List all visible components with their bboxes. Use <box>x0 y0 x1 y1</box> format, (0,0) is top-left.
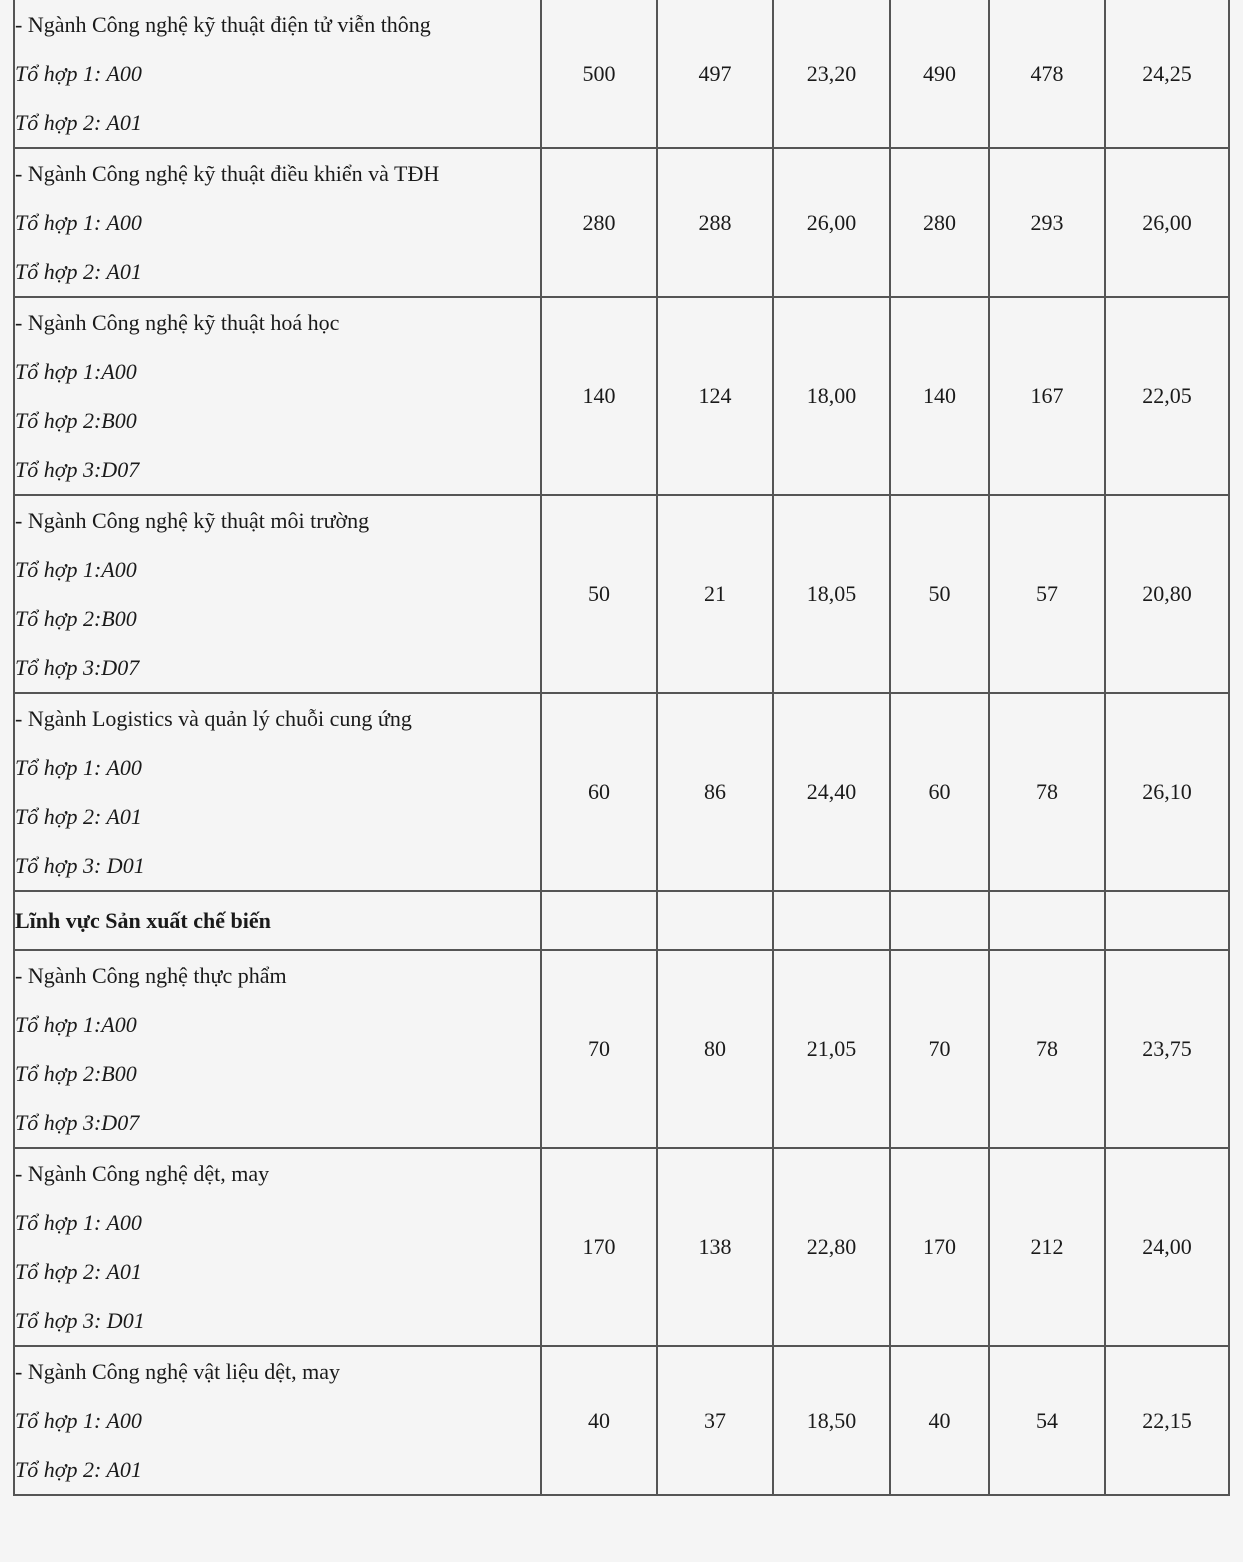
value-cell: 24,25 <box>1105 0 1229 148</box>
value-cell: 280 <box>890 148 989 297</box>
table-body <box>14 0 1229 1495</box>
table-row <box>14 950 1229 1148</box>
value-cell: 40 <box>890 1346 989 1495</box>
value-cell: 78 <box>989 950 1105 1148</box>
subject-combination: Tổ hợp 1:A00 <box>15 359 137 384</box>
section-title: Lĩnh vực Sản xuất chế biến <box>15 907 271 933</box>
major-title: - Ngành Công nghệ dệt, may <box>15 1161 270 1186</box>
empty-cell <box>657 891 773 950</box>
major-title: - Ngành Công nghệ kỹ thuật điều khiển và TĐH <box>15 161 440 186</box>
value-cell: 23,20 <box>773 0 890 148</box>
value-cell: 18,00 <box>773 297 890 495</box>
subject-combination: Tổ hợp 2: A01 <box>15 259 142 284</box>
value-cell: 167 <box>989 297 1105 495</box>
value-cell: 70 <box>541 950 657 1148</box>
value-cell: 18,50 <box>773 1346 890 1495</box>
value-cell: 60 <box>541 693 657 891</box>
major-cell <box>14 495 541 693</box>
table-row <box>14 495 1229 693</box>
subject-combination: Tổ hợp 1:A00 <box>15 557 137 582</box>
table-row <box>14 1148 1229 1346</box>
value-cell: 22,80 <box>773 1148 890 1346</box>
empty-cell <box>989 891 1105 950</box>
value-cell: 280 <box>541 148 657 297</box>
value-cell: 212 <box>989 1148 1105 1346</box>
value-cell: 124 <box>657 297 773 495</box>
subject-combination: Tổ hợp 2: A01 <box>15 1457 142 1482</box>
subject-combination: Tổ hợp 1:A00 <box>15 1012 137 1037</box>
subject-combination: Tổ hợp 3: D01 <box>15 1308 145 1333</box>
table-row <box>14 148 1229 297</box>
subject-combination: Tổ hợp 2:B00 <box>15 1061 137 1086</box>
subject-combination: Tổ hợp 1: A00 <box>15 755 142 780</box>
subject-combination: Tổ hợp 1: A00 <box>15 61 142 86</box>
major-title: - Ngành Công nghệ thực phẩm <box>15 963 287 988</box>
subject-combination: Tổ hợp 2:B00 <box>15 606 137 631</box>
value-cell: 140 <box>541 297 657 495</box>
subject-combination: Tổ hợp 1: A00 <box>15 210 142 235</box>
value-cell: 78 <box>989 693 1105 891</box>
subject-combination: Tổ hợp 2: A01 <box>15 110 142 135</box>
value-cell: 21 <box>657 495 773 693</box>
empty-cell <box>890 891 989 950</box>
major-title: - Ngành Công nghệ vật liệu dệt, may <box>15 1359 341 1384</box>
major-title: - Ngành Công nghệ kỹ thuật môi trường <box>15 508 370 533</box>
value-cell: 60 <box>890 693 989 891</box>
major-title: - Ngành Công nghệ kỹ thuật hoá học <box>15 310 340 335</box>
value-cell: 24,40 <box>773 693 890 891</box>
subject-combination: Tổ hợp 3:D07 <box>15 1110 140 1135</box>
value-cell: 500 <box>541 0 657 148</box>
major-title: - Ngành Công nghệ kỹ thuật điện tử viễn thông <box>15 12 431 37</box>
value-cell: 57 <box>989 495 1105 693</box>
value-cell: 26,00 <box>1105 148 1229 297</box>
value-cell: 170 <box>890 1148 989 1346</box>
empty-cell <box>1105 891 1229 950</box>
major-cell <box>14 950 541 1148</box>
value-cell: 50 <box>541 495 657 693</box>
subject-combination: Tổ hợp 2: A01 <box>15 804 142 829</box>
major-cell <box>14 1148 541 1346</box>
subject-combination: Tổ hợp 3: D01 <box>15 853 145 878</box>
value-cell: 478 <box>989 0 1105 148</box>
value-cell: 293 <box>989 148 1105 297</box>
major-title: - Ngành Logistics và quản lý chuỗi cung ứng <box>15 706 412 731</box>
value-cell: 21,05 <box>773 950 890 1148</box>
table-row <box>14 693 1229 891</box>
value-cell: 288 <box>657 148 773 297</box>
major-cell <box>14 693 541 891</box>
value-cell: 26,00 <box>773 148 890 297</box>
table-row <box>14 1346 1229 1495</box>
value-cell: 37 <box>657 1346 773 1495</box>
empty-cell <box>773 891 890 950</box>
value-cell: 24,00 <box>1105 1148 1229 1346</box>
value-cell: 140 <box>890 297 989 495</box>
value-cell: 70 <box>890 950 989 1148</box>
value-cell: 23,75 <box>1105 950 1229 1148</box>
value-cell: 26,10 <box>1105 693 1229 891</box>
admission-table <box>13 0 1230 1496</box>
value-cell: 20,80 <box>1105 495 1229 693</box>
subject-combination: Tổ hợp 1: A00 <box>15 1210 142 1235</box>
section-row <box>14 891 1229 950</box>
value-cell: 50 <box>890 495 989 693</box>
value-cell: 490 <box>890 0 989 148</box>
subject-combination: Tổ hợp 3:D07 <box>15 655 140 680</box>
value-cell: 80 <box>657 950 773 1148</box>
subject-combination: Tổ hợp 2: A01 <box>15 1259 142 1284</box>
major-cell <box>14 148 541 297</box>
value-cell: 86 <box>657 693 773 891</box>
subject-combination: Tổ hợp 3:D07 <box>15 457 140 482</box>
value-cell: 40 <box>541 1346 657 1495</box>
subject-combination: Tổ hợp 2:B00 <box>15 408 137 433</box>
major-cell <box>14 1346 541 1495</box>
table-row <box>14 0 1229 148</box>
value-cell: 22,15 <box>1105 1346 1229 1495</box>
table-row <box>14 297 1229 495</box>
value-cell: 497 <box>657 0 773 148</box>
major-cell <box>14 0 541 148</box>
value-cell: 138 <box>657 1148 773 1346</box>
subject-combination: Tổ hợp 1: A00 <box>15 1408 142 1433</box>
empty-cell <box>541 891 657 950</box>
value-cell: 170 <box>541 1148 657 1346</box>
major-cell <box>14 297 541 495</box>
section-cell <box>14 891 541 950</box>
value-cell: 22,05 <box>1105 297 1229 495</box>
value-cell: 54 <box>989 1346 1105 1495</box>
value-cell: 18,05 <box>773 495 890 693</box>
